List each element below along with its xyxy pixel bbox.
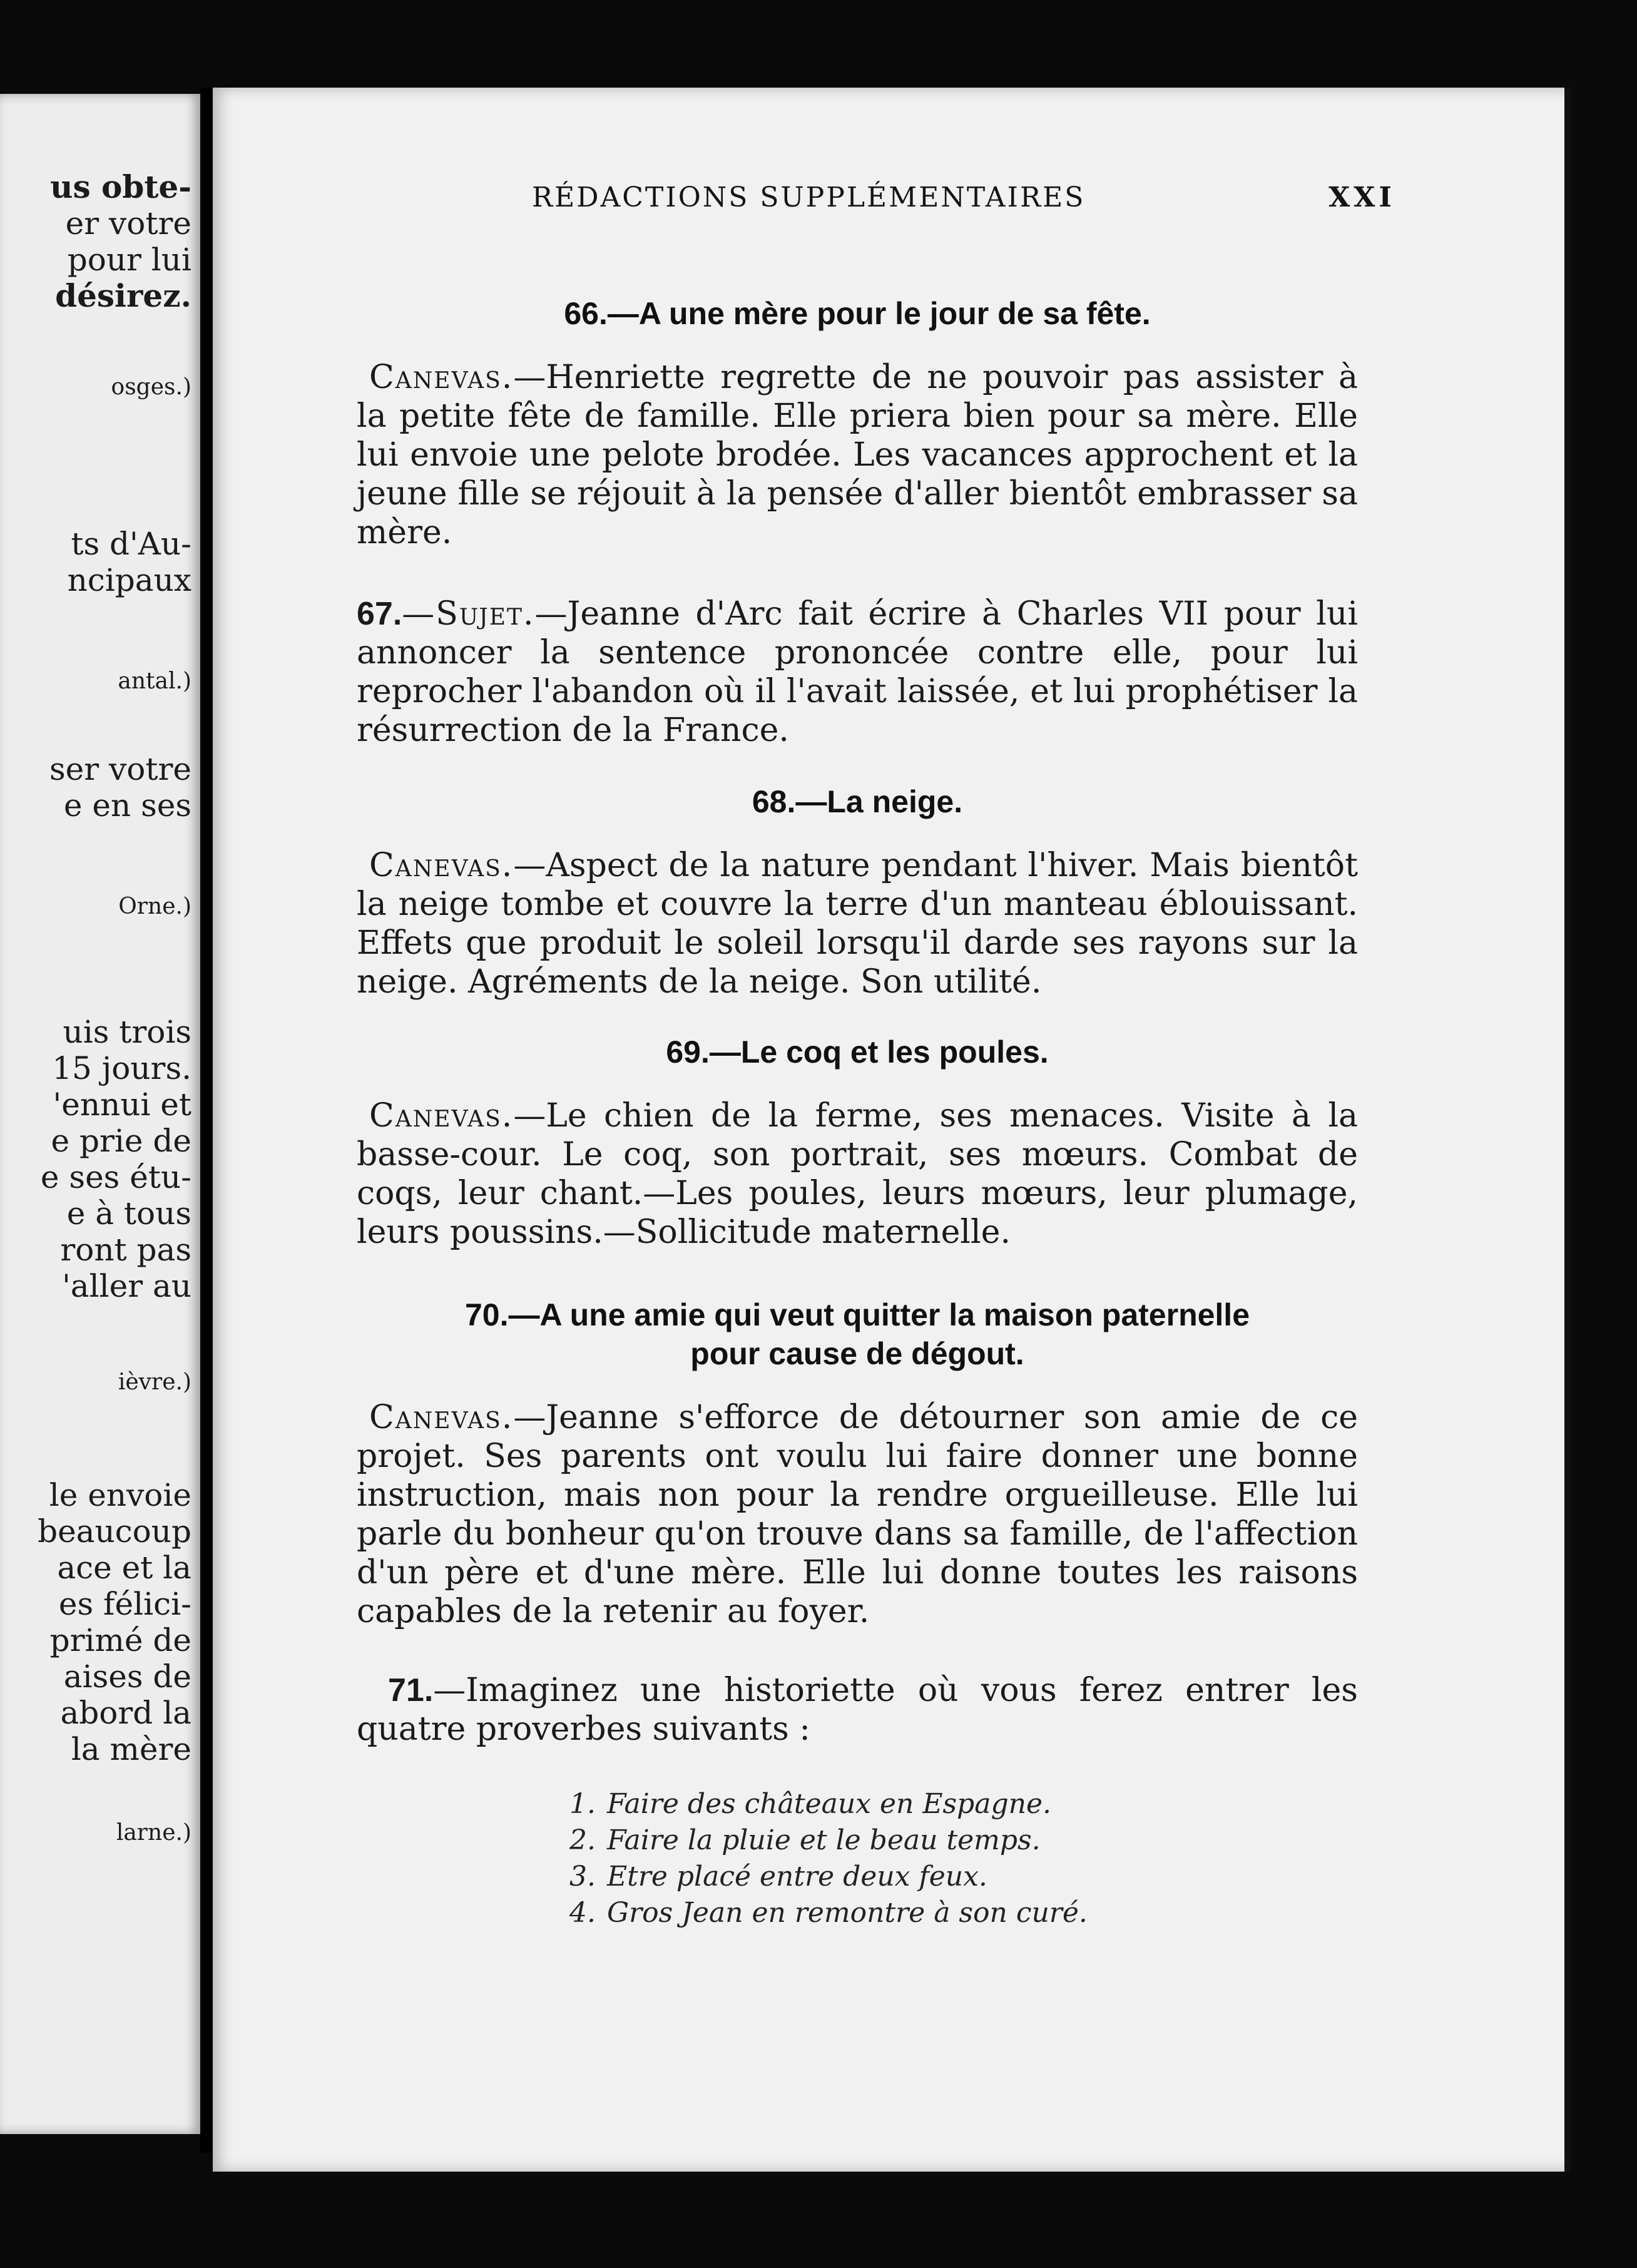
- left-page-line: le envoie: [49, 1477, 191, 1513]
- section-number: 66.: [564, 296, 608, 331]
- left-page-line: er votre: [65, 205, 191, 242]
- proverb-item: [569, 1895, 1358, 1931]
- left-page-line: ace et la: [57, 1550, 191, 1586]
- proverb-text: Faire la pluie et le beau temps.: [607, 1824, 1041, 1856]
- left-page-line: 'aller au: [62, 1268, 191, 1304]
- section-body: [357, 595, 1358, 750]
- proverb-number: 3.: [569, 1861, 596, 1893]
- section-title: —La neige.: [795, 784, 963, 819]
- left-page-line: e en ses: [63, 787, 191, 824]
- section-body: [357, 846, 1358, 1001]
- left-page-line: aises de: [63, 1658, 191, 1695]
- body-text: —Le chien de la ferme, ses menaces. Visite à la basse-cour. Le coq, son portrait, ses mœurs. Combat de coqs, leur chant.—Les poules, leurs mœurs, leur plumage, leurs poussins.—Sollicitude maternelle.: [357, 1097, 1358, 1251]
- proverb-number: 4.: [569, 1897, 596, 1929]
- left-page-line: es félici-: [58, 1586, 191, 1622]
- proverb-number: 1.: [569, 1788, 596, 1820]
- left-page-line: la mère: [71, 1731, 191, 1767]
- canevas-label: Canevas.: [369, 847, 514, 884]
- proverb-item: [569, 1822, 1358, 1859]
- left-page-line: ncipaux: [67, 562, 191, 598]
- section-66: [357, 294, 1358, 552]
- left-page-line: 'ennui et: [53, 1086, 191, 1123]
- section-67: [357, 595, 1358, 750]
- section-title: —A une mère pour le jour de sa fête.: [607, 296, 1151, 331]
- left-page-line: e prie de: [51, 1123, 191, 1159]
- section-body: [357, 1398, 1358, 1631]
- left-page-line: Orne.): [118, 894, 191, 919]
- left-page-line: ts d'Au-: [71, 526, 191, 562]
- body-text: —Jeanne d'Arc fait écrire à Charles VII pour lui annoncer la sentence prononcée contre elle, pour lui reprocher l'abandon où il l'avait laissée, et lui prophétiser la résurrection de la France.: [357, 595, 1358, 749]
- left-page-line: ser votre: [49, 751, 191, 787]
- left-page-fragment: [0, 94, 200, 2134]
- proverb-text: Faire des châteaux en Espagne.: [607, 1788, 1051, 1820]
- proverb-number: 2.: [569, 1824, 596, 1856]
- sujet-label: —Sujet.: [402, 595, 535, 633]
- page-number: XXI: [1328, 181, 1395, 213]
- proverb-item: [569, 1786, 1358, 1822]
- left-page-line: pour lui: [67, 242, 191, 278]
- proverb-list: [569, 1786, 1358, 1931]
- section-number: 68.: [752, 784, 796, 819]
- proverb-item: [569, 1859, 1358, 1895]
- proverb-text: Etre placé entre deux feux.: [607, 1861, 987, 1893]
- section-69: [357, 1033, 1358, 1252]
- left-page-line: uis trois: [63, 1014, 191, 1050]
- left-page-line: primé de: [49, 1622, 191, 1658]
- left-page-line: e à tous: [66, 1195, 191, 1232]
- running-title: RÉDACTIONS SUPPLÉMENTAIRES: [532, 181, 1086, 213]
- section-heading: [357, 1033, 1358, 1071]
- left-page-line: 15 jours.: [52, 1050, 191, 1086]
- section-number: 71.: [388, 1672, 434, 1709]
- left-page-line: e ses étu-: [40, 1159, 191, 1195]
- section-body: [357, 358, 1358, 552]
- canevas-label: Canevas.: [369, 1399, 514, 1436]
- section-number: 67.: [357, 596, 402, 632]
- left-page-line: ront pas: [60, 1232, 191, 1268]
- page-edge: [1564, 88, 1571, 2172]
- proverb-text: Gros Jean en remontre à son curé.: [607, 1897, 1088, 1929]
- left-page-line: abord la: [60, 1695, 191, 1731]
- section-68: [357, 782, 1358, 1001]
- section-body: [357, 1096, 1358, 1252]
- body-text: —Jeanne s'efforce de détourner son amie de ce projet. Ses parents ont voulu lui faire donner une bonne instruction, mais non pour la rendre orgueilleuse. Elle lui parle du bonheur qu'on trouve dans sa famille, de l'affection d'un père et d'une mère. Elle lui donne toutes les raisons capables de la retenir au foyer.: [357, 1399, 1358, 1630]
- left-page-line: us obte-: [50, 168, 191, 205]
- canevas-label: Canevas.: [369, 359, 514, 396]
- left-page-line: larne.): [116, 1820, 191, 1846]
- running-header: [319, 181, 1395, 219]
- section-number: 70.: [464, 1297, 509, 1332]
- left-page-line: ièvre.): [118, 1369, 191, 1395]
- page-content: [357, 294, 1358, 1984]
- section-title: —Le coq et les poules.: [709, 1034, 1049, 1070]
- section-title: —A une amie qui veut quitter la maison paternelle: [508, 1297, 1250, 1332]
- body-text: —Imaginez une historiette où vous ferez entrer les quatre proverbes suivants :: [357, 1672, 1358, 1748]
- body-text: —Henriette regrette de ne pouvoir pas assister à la petite fête de famille. Elle priera bien pour sa mère. Elle lui envoie une pelote brodée. Les vacances approchent et la jeune fille se réjouit à la pensée d'aller bientôt embrasser sa mère.: [357, 359, 1358, 551]
- section-title-line2: pour cause de dégout.: [690, 1336, 1024, 1371]
- section-71: [357, 1671, 1358, 1931]
- left-page-line: beaucoup: [38, 1513, 191, 1550]
- section-number: 69.: [666, 1034, 710, 1070]
- section-70: [357, 1295, 1358, 1631]
- canevas-label: Canevas.: [369, 1097, 514, 1135]
- section-heading: [357, 294, 1358, 333]
- left-page-line: antal.): [118, 668, 191, 694]
- section-heading: [357, 1295, 1358, 1373]
- left-page-line: osges.): [111, 374, 191, 400]
- body-text: —Aspect de la nature pendant l'hiver. Mais bientôt la neige tombe et couvre la terre d'un manteau éblouissant. Effets que produit le soleil lorsqu'il darde ses rayons sur la neige. Agréments de la neige. Son utilité.: [357, 847, 1358, 1001]
- section-body: [357, 1671, 1358, 1749]
- section-heading: [357, 782, 1358, 821]
- left-page-line: désirez.: [55, 277, 191, 314]
